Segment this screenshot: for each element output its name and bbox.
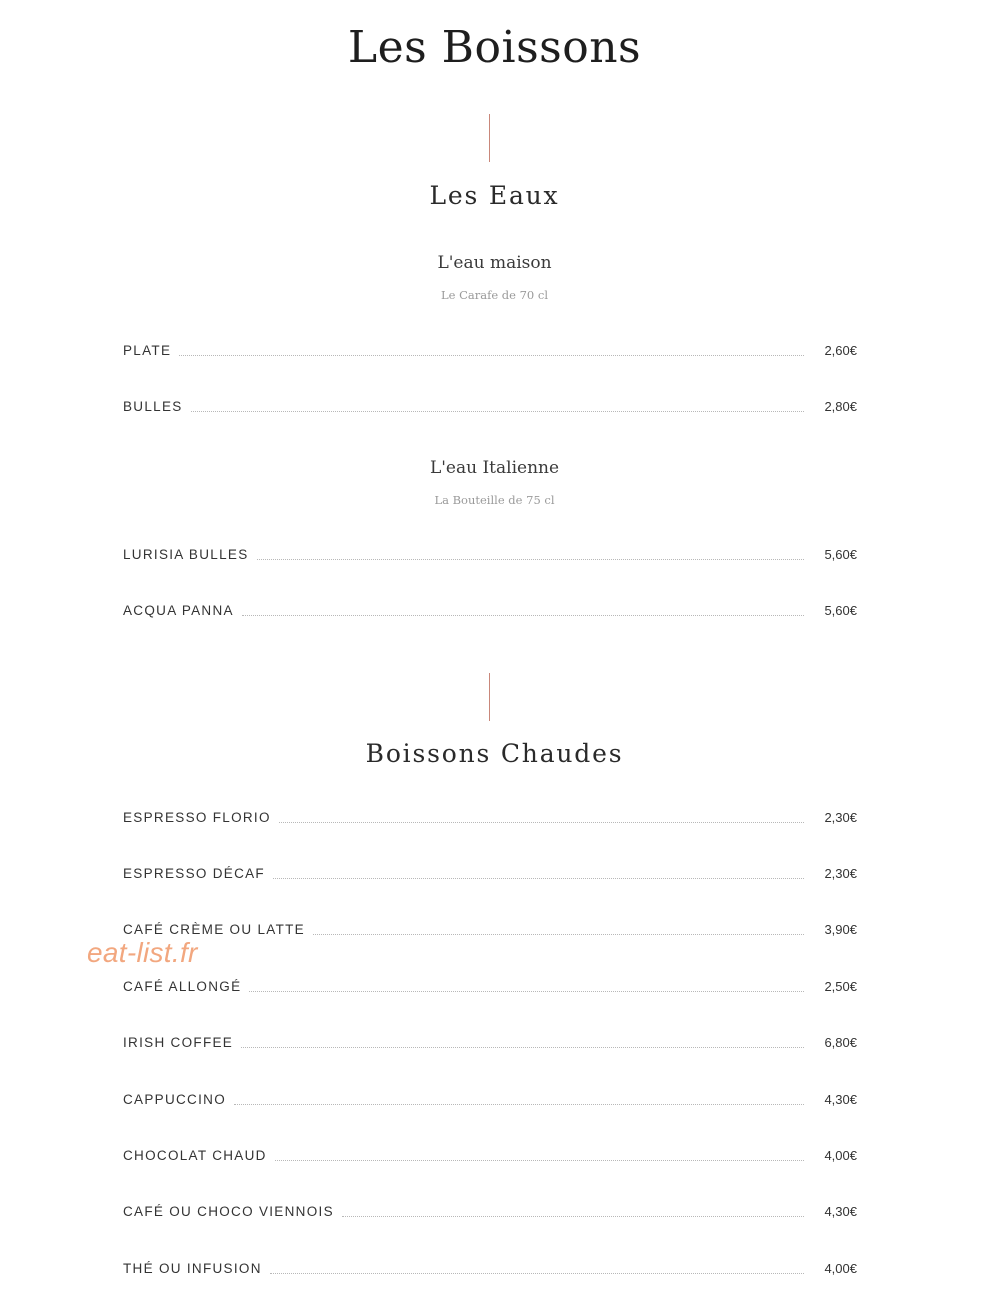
item-price: 2,80€ [824,399,857,414]
dot-leader [242,614,804,616]
menu-item [123,1032,857,1052]
group-note-eau-italienne: La Bouteille de 75 cl [434,493,555,507]
item-price: 2,60€ [824,343,857,358]
dot-leader [279,821,804,823]
group-title-eau-maison: L'eau maison [437,253,552,273]
page-title: Les Boissons [347,22,642,73]
group-title-eau-italienne: L'eau Italienne [429,458,560,478]
item-name: BULLES [123,399,183,414]
item-name: LURISIA BULLES [123,547,249,562]
menu-item [123,1258,857,1278]
menu-item [123,1145,857,1165]
menu-item [123,807,857,827]
dot-leader [191,410,804,412]
item-price: 4,30€ [824,1204,857,1219]
item-name: ACQUA PANNA [123,603,234,618]
dot-leader [249,990,804,992]
item-name: CAFÉ ALLONGÉ [123,979,242,994]
item-name: CAPPUCCINO [123,1092,227,1107]
watermark: eat-list.fr [87,937,198,968]
item-price: 6,80€ [824,1035,857,1050]
menu-item [123,863,857,883]
item-price: 5,60€ [824,547,857,562]
menu-item [123,544,857,564]
dot-leader [234,1103,804,1105]
item-price: 4,30€ [824,1092,857,1107]
section-title-boissons-chaudes: Boissons Chaudes [365,739,624,768]
item-name: CAFÉ CRÈME OU LATTE [123,922,305,937]
dot-leader [241,1046,804,1048]
menu-item [123,340,857,360]
item-name: CAFÉ OU CHOCO VIENNOIS [123,1204,334,1219]
item-name: ESPRESSO DÉCAF [123,866,265,881]
dot-leader [273,877,804,879]
item-price: 2,30€ [824,810,857,825]
item-price: 4,00€ [824,1148,857,1163]
dot-leader [179,354,804,356]
menu-item [123,396,857,416]
menu-item [123,976,857,996]
group-note-eau-maison: Le Carafe de 70 cl [440,288,549,302]
item-price: 3,90€ [824,922,857,937]
menu-item [123,919,857,939]
menu-item [123,1089,857,1109]
section-divider [489,673,490,721]
item-price: 2,30€ [824,866,857,881]
dot-leader [257,558,804,560]
dot-leader [313,933,804,935]
dot-leader [275,1159,804,1161]
item-name: PLATE [123,343,172,358]
dot-leader [270,1272,804,1274]
section-title-eaux: Les Eaux [429,181,560,210]
menu-item [123,600,857,620]
item-name: CHOCOLAT CHAUD [123,1148,267,1163]
dot-leader [342,1215,804,1217]
menu-item [123,1201,857,1221]
item-name: ESPRESSO FLORIO [123,810,271,825]
item-name: THÉ OU INFUSION [123,1261,262,1276]
item-price: 4,00€ [824,1261,857,1276]
section-divider [489,114,490,162]
item-price: 5,60€ [824,603,857,618]
item-price: 2,50€ [824,979,857,994]
item-name: IRISH COFFEE [123,1035,234,1050]
